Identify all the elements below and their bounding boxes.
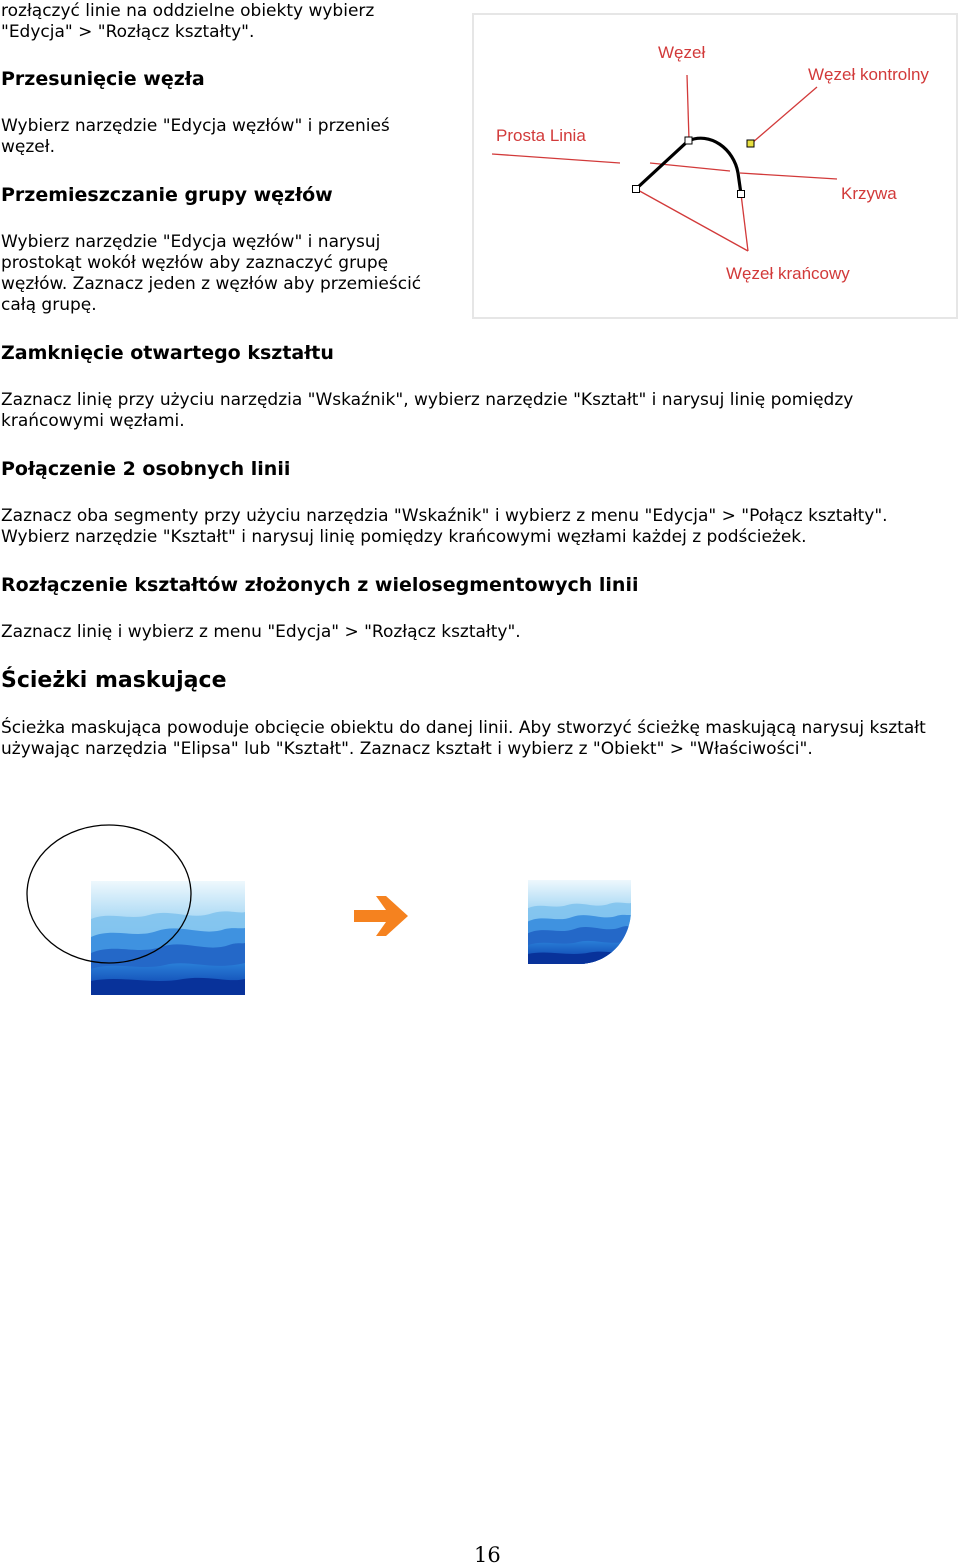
end-node-right-handle bbox=[738, 191, 745, 198]
label-straight-line: Prosta Linia bbox=[496, 126, 586, 145]
label-node: Węzeł bbox=[658, 43, 706, 62]
close-shape-line-2: krańcowymi węzłami. bbox=[1, 411, 185, 431]
heading-move-group: Przemieszczanie grupy węzłów bbox=[1, 184, 333, 206]
move-node-line-2: węzeł. bbox=[1, 137, 55, 157]
heading-move-node: Przesunięcie węzła bbox=[1, 68, 205, 90]
masking-paths-line-1: Ścieżka maskująca powoduje obcięcie obiektu do danej linii. Aby stworzyć ścieżkę maskującą narysuj kształt bbox=[1, 718, 926, 738]
masking-paths-line-2: używając narzędzia "Elipsa" lub "Kształt". Zaznacz kształt i wybierz z "Obiekt" > "Właściwości". bbox=[1, 739, 813, 759]
node-diagram bbox=[472, 13, 958, 319]
move-group-line-2: prostokąt wokół węzłów aby zaznaczyć grupę bbox=[1, 253, 389, 273]
heading-close-shape: Zamknięcie otwartego kształtu bbox=[1, 342, 334, 364]
move-group-line-3: węzłów. Zaznacz jeden z węzłów aby przemieścić bbox=[1, 274, 422, 294]
heading-split-shapes: Rozłączenie kształtów złożonych z wielosegmentowych linii bbox=[1, 574, 639, 596]
close-shape-line-1: Zaznacz linię przy użyciu narzędzia "Wskaźnik", wybierz narzędzie "Kształt" i narysuj linię pomiędzy bbox=[1, 390, 854, 410]
continuation-line-2: "Edycja" > "Rozłącz kształty". bbox=[1, 22, 255, 42]
join-lines-line-2: Wybierz narzędzie "Kształt" i narysuj linię pomiędzy krańcowymi węzłami każdej z podścieżek. bbox=[1, 527, 807, 547]
join-lines-line-1: Zaznacz oba segmenty przy użyciu narzędzia "Wskaźnik" i wybierz z menu "Edycja" > "Połącz kształty". bbox=[1, 506, 888, 526]
label-curve: Krzywa bbox=[841, 184, 897, 203]
end-node-left-handle bbox=[633, 186, 640, 193]
move-node-line-1: Wybierz narzędzie "Edycja węzłów" i przenieś bbox=[1, 116, 390, 136]
masked-picture bbox=[528, 880, 631, 964]
label-control-node: Węzeł kontrolny bbox=[808, 65, 929, 84]
label-end-node: Węzeł krańcowy bbox=[726, 264, 850, 283]
right-arrow-icon bbox=[354, 896, 408, 936]
heading-masking-paths: Ścieżki maskujące bbox=[1, 668, 227, 693]
move-group-line-1: Wybierz narzędzie "Edycja węzłów" i narysuj bbox=[1, 232, 381, 252]
heading-join-lines: Połączenie 2 osobnych linii bbox=[1, 458, 291, 480]
page-number: 16 bbox=[474, 1543, 501, 1567]
masking-illustration bbox=[0, 810, 700, 1010]
continuation-line-1: rozłączyć linie na oddzielne obiekty wybierz bbox=[1, 1, 375, 21]
control-node-handle bbox=[747, 140, 754, 147]
node-handle bbox=[685, 137, 692, 144]
split-shapes-line-1: Zaznacz linię i wybierz z menu "Edycja" > "Rozłącz kształty". bbox=[1, 622, 521, 642]
move-group-line-4: całą grupę. bbox=[1, 295, 97, 315]
original-picture bbox=[91, 881, 245, 995]
